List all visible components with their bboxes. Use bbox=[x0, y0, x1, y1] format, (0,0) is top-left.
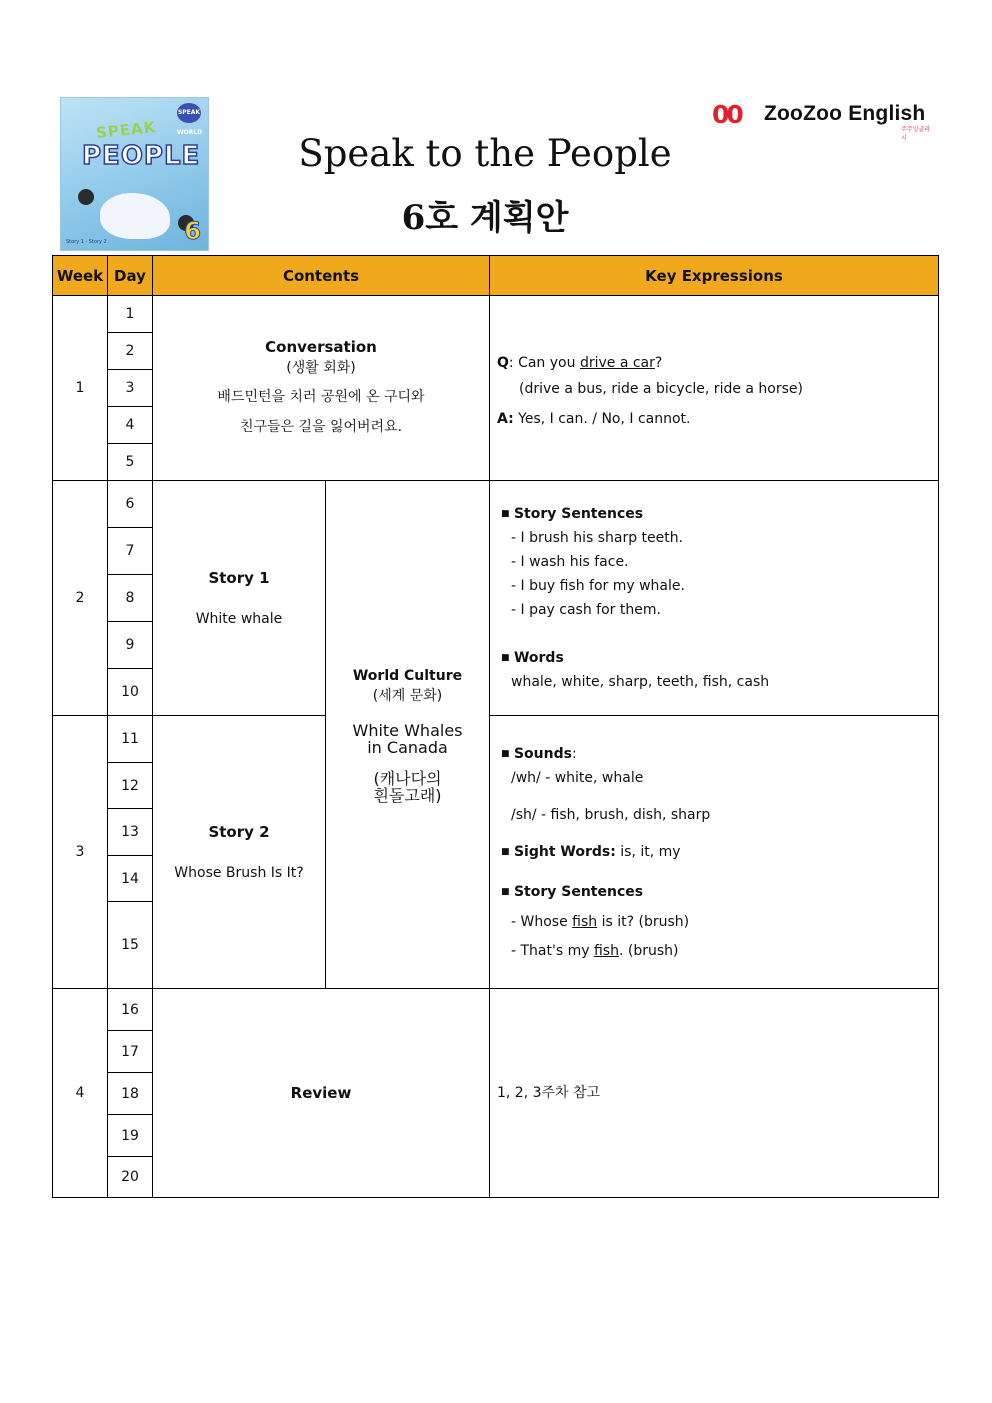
sentence-line: - I brush his sharp teeth. bbox=[511, 530, 684, 546]
day-cell: 16 bbox=[108, 989, 153, 1031]
whale-illustration bbox=[100, 193, 170, 239]
day-cell: 13 bbox=[108, 809, 153, 856]
sound-line: /wh/ - white, whale bbox=[511, 769, 644, 786]
day-cell: 17 bbox=[108, 1031, 153, 1073]
q-underline: drive a car bbox=[579, 355, 655, 371]
cover-number: 6 bbox=[184, 217, 201, 245]
day-cell: 7 bbox=[108, 528, 153, 575]
sentence-text: - Whose bbox=[511, 913, 573, 930]
header-day: Day bbox=[108, 256, 153, 296]
day-cell: 3 bbox=[108, 370, 153, 407]
sentence-text: - That's my bbox=[511, 942, 594, 959]
culture-ko2: 흰돌고래) bbox=[373, 785, 442, 805]
culture-line1: White Whales bbox=[352, 720, 463, 740]
key-expressions-week1 bbox=[490, 296, 939, 481]
header-week: Week bbox=[53, 256, 108, 296]
table-row bbox=[53, 296, 939, 333]
sight-words-label: Sight Words: bbox=[513, 843, 616, 860]
q-alternatives: (drive a bus, ride a bicycle, ride a horse) bbox=[519, 381, 803, 397]
day-cell: 14 bbox=[108, 856, 153, 902]
story2-name: Whose Brush Is It? bbox=[174, 865, 304, 881]
bullet-icon: ■ bbox=[501, 886, 510, 897]
day-cell: 20 bbox=[108, 1157, 153, 1198]
sentence-text: . (brush) bbox=[618, 942, 679, 959]
a-text: Yes, I can. / No, I cannot. bbox=[513, 411, 691, 427]
conversation-title: Conversation bbox=[265, 338, 377, 356]
logo-sub: 주주잉글리시 bbox=[901, 126, 930, 142]
words-label: Words bbox=[513, 650, 564, 666]
culture-line2: in Canada bbox=[367, 737, 448, 757]
day-cell: 8 bbox=[108, 575, 153, 622]
story2-title: Story 2 bbox=[208, 823, 270, 841]
culture-title-ko: (세계 문화) bbox=[372, 687, 443, 704]
sentence-line: - I wash his face. bbox=[511, 554, 629, 570]
sounds-colon: : bbox=[571, 745, 577, 762]
sentence-underline: fish bbox=[572, 913, 598, 930]
day-cell: 9 bbox=[108, 622, 153, 669]
conversation-title-ko: (생활 회화) bbox=[286, 360, 356, 376]
zoozoo-logo bbox=[712, 98, 934, 142]
day-cell: 1 bbox=[108, 296, 153, 333]
world-culture-cell bbox=[326, 481, 490, 989]
story1-cell bbox=[153, 481, 326, 716]
q-text: : Can you bbox=[508, 355, 580, 371]
review-cell: Review bbox=[153, 989, 490, 1198]
day-cell: 2 bbox=[108, 333, 153, 370]
sentence-line: - I pay cash for them. bbox=[511, 602, 661, 618]
culture-title: World Culture bbox=[352, 667, 463, 684]
plan-table bbox=[52, 255, 939, 1198]
week-cell: 2 bbox=[53, 481, 108, 716]
table-header-row bbox=[53, 256, 939, 296]
conversation-desc: 배드민턴을 치러 공원에 온 구디와 bbox=[217, 389, 425, 405]
cover-people-text: PEOPLE bbox=[82, 141, 201, 171]
q-label: Q bbox=[497, 355, 509, 371]
week-cell: 3 bbox=[53, 716, 108, 989]
story1-title: Story 1 bbox=[208, 569, 270, 587]
logo-rings-icon: 00 bbox=[712, 100, 741, 129]
day-cell: 6 bbox=[108, 481, 153, 528]
bullet-icon: ■ bbox=[501, 846, 510, 857]
table-row bbox=[53, 989, 939, 1031]
q-end: ? bbox=[654, 355, 663, 371]
week-cell: 4 bbox=[53, 989, 108, 1198]
words-line: whale, white, sharp, teeth, fish, cash bbox=[511, 674, 770, 690]
day-cell: 10 bbox=[108, 669, 153, 716]
table-row bbox=[53, 716, 939, 763]
sentence-text: is it? (brush) bbox=[597, 913, 690, 930]
cover-meta: Story 1 · Story 2 bbox=[66, 239, 107, 245]
conversation-cell bbox=[153, 296, 490, 481]
sounds-label: Sounds bbox=[513, 745, 572, 762]
week-cell: 1 bbox=[53, 296, 108, 481]
day-cell: 5 bbox=[108, 444, 153, 481]
day-cell: 19 bbox=[108, 1115, 153, 1157]
a-label: A: bbox=[497, 411, 514, 427]
sound-line: /sh/ - fish, brush, dish, sharp bbox=[511, 806, 711, 823]
key-expressions-week2 bbox=[490, 481, 939, 716]
sentences-label: Story Sentences bbox=[513, 883, 644, 900]
cover-speak-text: SPEAK bbox=[95, 117, 158, 143]
sight-words: is, it, my bbox=[615, 843, 681, 860]
day-cell: 4 bbox=[108, 407, 153, 444]
kid-illustration bbox=[78, 189, 94, 205]
cover-badge: SPEAK WORLD bbox=[177, 103, 201, 123]
sentence-underline: fish bbox=[593, 942, 619, 959]
sentence-line: - I buy fish for my whale. bbox=[511, 578, 685, 594]
bullet-icon: ■ bbox=[501, 748, 510, 759]
day-cell: 15 bbox=[108, 902, 153, 989]
story1-name: White whale bbox=[195, 611, 283, 627]
header-contents: Contents bbox=[153, 256, 490, 296]
bullet-icon: ■ bbox=[501, 653, 510, 663]
day-cell: 12 bbox=[108, 763, 153, 809]
day-cell: 11 bbox=[108, 716, 153, 763]
page-title: Speak to the People bbox=[298, 132, 672, 175]
key-expressions-week3 bbox=[490, 716, 939, 989]
sentences-label: Story Sentences bbox=[513, 506, 644, 522]
table-row bbox=[53, 481, 939, 528]
page-subtitle: 6호 계획안 bbox=[401, 198, 569, 238]
day-cell: 18 bbox=[108, 1073, 153, 1115]
header-key-expressions: Key Expressions bbox=[490, 256, 939, 296]
story2-cell bbox=[153, 716, 326, 989]
bullet-icon: ■ bbox=[501, 509, 510, 519]
key-expressions-week4: 1, 2, 3주차 참고 bbox=[490, 989, 939, 1198]
book-cover-image bbox=[60, 97, 209, 251]
logo-brand: ZooZoo English bbox=[764, 102, 926, 125]
culture-ko1: (캐나다의 bbox=[373, 768, 442, 788]
conversation-desc: 친구들은 길을 잃어버려요. bbox=[239, 419, 403, 435]
